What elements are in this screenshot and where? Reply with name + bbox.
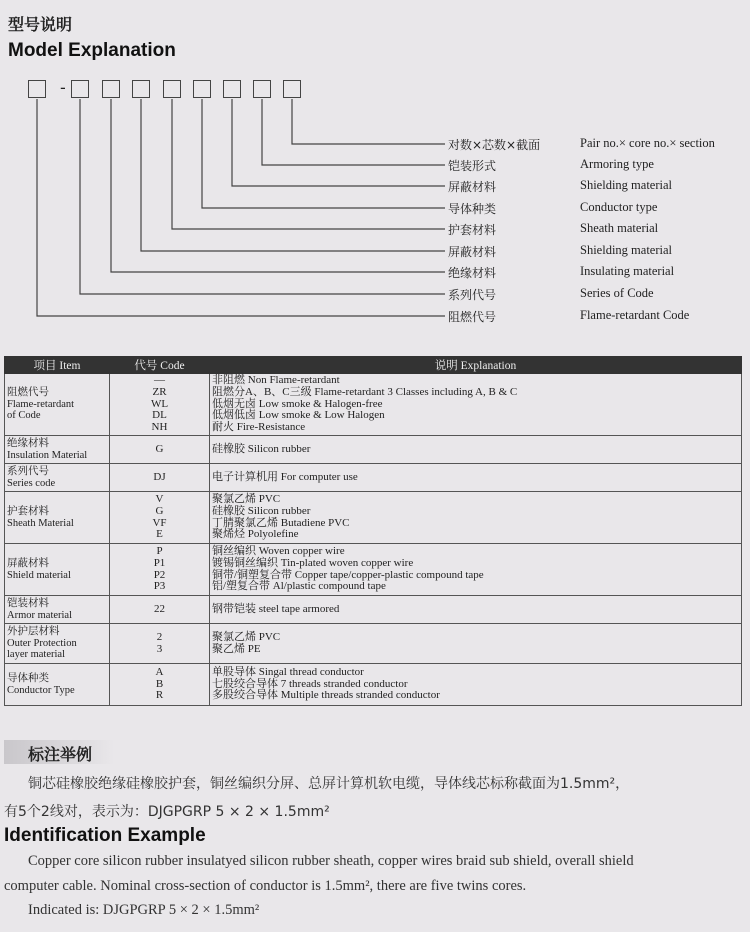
example-paragraph-cn-2: 有5个2线对，表示为：DJGPGRP 5 × 2 × 1.5mm² — [4, 804, 330, 820]
label-cn-armoring: 铠装形式 — [448, 159, 497, 173]
code-value: 3 — [156, 642, 163, 655]
label-cn-conductor: 导体种类 — [448, 202, 497, 216]
code-value: DL — [152, 409, 167, 422]
explanation-cell — [210, 492, 742, 544]
table-row-series — [5, 464, 742, 492]
item-line: Series code — [7, 477, 56, 489]
code-value: A — [155, 665, 164, 678]
code-box-flame — [28, 80, 46, 98]
code-cell — [110, 544, 210, 596]
explanation-cell — [210, 624, 742, 664]
item-cell — [5, 544, 110, 596]
item-line: Sheath Material — [7, 517, 74, 529]
table-header-row — [5, 357, 742, 374]
explanation-line: 聚氯乙烯 PVC — [212, 630, 281, 643]
item-cell — [5, 664, 110, 706]
explanation-cell — [210, 544, 742, 596]
explanation-cell — [210, 664, 742, 706]
explanation-line: 聚乙烯 PE — [212, 642, 261, 655]
item-line: layer material — [7, 649, 66, 661]
item-cell — [5, 492, 110, 544]
code-value: P3 — [153, 580, 166, 593]
item-line: 护套材料 — [7, 505, 49, 517]
table-row-insulation — [5, 436, 742, 464]
code-value: 2 — [156, 630, 163, 643]
item-cell — [5, 596, 110, 624]
item-line: 系列代号 — [7, 465, 49, 477]
item-cell — [5, 464, 110, 492]
label-cn-shielding-2: 屏蔽材料 — [448, 245, 497, 259]
explanation-line: 多股绞合导体 Multiple threads stranded conductor — [212, 689, 440, 702]
label-cn-shielding-1: 屏蔽材料 — [448, 180, 497, 194]
code-value: G — [155, 504, 164, 517]
item-line: Flame-retardant — [7, 398, 75, 410]
code-box-conductor — [193, 80, 211, 98]
explanation-line: 耐火 Fire-Resistance — [212, 421, 306, 434]
item-line: 导体种类 — [7, 672, 49, 684]
code-value: P2 — [153, 568, 166, 581]
page-title-en: Model Explanation — [8, 40, 176, 61]
label-cn-section: 对数×芯数×截面 — [448, 138, 541, 152]
explanation-line: 单股导体 Singal thread conductor — [212, 665, 364, 678]
page-title-cn: 型号说明 — [8, 15, 73, 34]
label-en-section: Pair no.× core no.× section — [580, 136, 715, 150]
code-cell — [110, 436, 210, 464]
code-value: DJ — [153, 470, 166, 483]
code-value: B — [155, 677, 164, 690]
explanation-line: 非阻燃 Non Flame-retardant — [212, 374, 340, 386]
code-value: WL — [150, 397, 169, 410]
label-en-flame: Flame-retardant Code — [580, 308, 690, 322]
explanation-line: 硅橡胶 Silicon rubber — [212, 504, 311, 517]
item-line: of Code — [7, 410, 41, 422]
label-en-sheath: Sheath material — [580, 221, 659, 235]
explanation-line: 镀锡铜丝编织 Tin-plated woven copper wire — [212, 556, 414, 569]
item-line: 外护层材料 — [7, 625, 60, 637]
explanation-cell — [210, 596, 742, 624]
code-value: R — [155, 689, 164, 702]
item-cell — [5, 436, 110, 464]
code-cell — [110, 374, 210, 436]
explanation-line: 低烟低卤 Low smoke & Low Halogen — [212, 409, 385, 422]
table-row-shield — [5, 544, 742, 596]
item-line: 绝缘材料 — [7, 437, 49, 449]
explanation-line: 钢带铠装 steel tape armored — [212, 602, 340, 615]
item-line: 铠装材料 — [7, 597, 49, 609]
explanation-line: 铜丝编织 Woven copper wire — [212, 544, 345, 557]
explanation-cell — [210, 464, 742, 492]
label-en-conductor: Conductor type — [580, 200, 658, 214]
explanation-line: 聚烯烃 Polyolefine — [212, 528, 299, 541]
label-cn-sheath: 护套材料 — [448, 223, 497, 237]
explanation-line: 丁腈聚氯乙烯 Butadiene PVC — [212, 516, 350, 529]
item-line: 屏蔽材料 — [7, 557, 49, 569]
explanation-line: 电子计算机用 For computer use — [212, 470, 358, 483]
code-cell — [110, 624, 210, 664]
code-value: E — [156, 528, 163, 541]
item-line: Outer Protection — [7, 637, 77, 649]
header-code: 代号 Code — [110, 357, 210, 374]
code-value: P — [156, 544, 163, 557]
explanation-line: 聚氯乙烯 PVC — [212, 492, 281, 505]
label-cn-series: 系列代号 — [448, 288, 497, 302]
code-cell — [110, 492, 210, 544]
code-cell — [110, 596, 210, 624]
code-box-shield-1 — [132, 80, 150, 98]
item-line: Conductor Type — [7, 684, 75, 696]
code-value: VF — [152, 516, 167, 529]
code-cell — [110, 664, 210, 706]
code-box-section — [283, 80, 301, 98]
code-value: P1 — [153, 556, 166, 569]
code-value: V — [155, 492, 164, 505]
item-line: Insulation Material — [7, 449, 88, 461]
example-title-cn: 标注举例 — [28, 745, 93, 764]
example-paragraph-en-3: Indicated is: DJGPGRP 5 × 2 × 1.5mm² — [28, 902, 260, 918]
label-en-shielding-1: Shielding material — [580, 178, 672, 192]
table-row-flame — [5, 374, 742, 436]
table-row-conductor — [5, 664, 742, 706]
code-value: ZR — [152, 385, 167, 398]
example-paragraph-cn-1: 铜芯硅橡胶绝缘硅橡胶护套，铜丝编织分屏、总屏计算机软电缆，导体线芯标称截面为1.5mm²， — [28, 776, 630, 792]
explanation-cell — [210, 436, 742, 464]
code-box-series — [71, 80, 89, 98]
label-cn-flame: 阻燃代号 — [448, 310, 497, 324]
label-en-armoring: Armoring type — [580, 157, 654, 171]
explanation-line: 铜带/铜塑复合带 Copper tape/copper-plastic compound tape — [212, 568, 484, 581]
code-value: — — [154, 374, 165, 386]
code-box-insulation — [102, 80, 120, 98]
item-cell — [5, 374, 110, 436]
code-table — [4, 356, 742, 706]
code-box-sheath — [163, 80, 181, 98]
table-row-armor — [5, 596, 742, 624]
label-en-shielding-2: Shielding material — [580, 243, 672, 257]
item-line: Armor material — [7, 609, 73, 621]
explanation-line: 低烟无卤 Low smoke & Halogen-free — [212, 397, 383, 410]
header-item: 项目 Item — [5, 357, 110, 374]
explanation-line: 七股绞合导体 7 threads stranded conductor — [212, 677, 408, 690]
explanation-line: 硅橡胶 Silicon rubber — [212, 442, 311, 455]
example-paragraph-en-1: Copper core silicon rubber insulatyed silicon rubber sheath, copper wires braid sub shield, overall shield — [28, 853, 634, 869]
item-line: Shield material — [7, 569, 71, 581]
code-cell — [110, 464, 210, 492]
item-line: 阻燃代号 — [7, 386, 49, 398]
example-title-en: Identification Example — [4, 825, 206, 846]
table-row-outer-protection — [5, 624, 742, 664]
label-en-insulating: Insulating material — [580, 264, 675, 278]
label-en-series: Series of Code — [580, 286, 654, 300]
explanation-line: 阻燃分A、B、C三级 Flame-retardant 3 Classes including A, B & C — [212, 385, 518, 398]
label-cn-insulating: 绝缘材料 — [448, 266, 497, 280]
header-explanation: 说明 Explanation — [210, 357, 742, 374]
item-cell — [5, 624, 110, 664]
code-box-armor — [253, 80, 271, 98]
explanation-line: 铝/塑复合带 Al/plastic compound tape — [212, 580, 386, 593]
code-value: NH — [151, 421, 168, 434]
table-row-sheath — [5, 492, 742, 544]
explanation-cell — [210, 374, 742, 436]
code-value: 22 — [154, 602, 165, 615]
code-box-shield-2 — [223, 80, 241, 98]
example-paragraph-en-2: computer cable. Nominal cross-section of conductor is 1.5mm², there are five twins cores. — [4, 878, 527, 894]
code-value: G — [155, 442, 164, 455]
code-separator: - — [60, 78, 66, 97]
